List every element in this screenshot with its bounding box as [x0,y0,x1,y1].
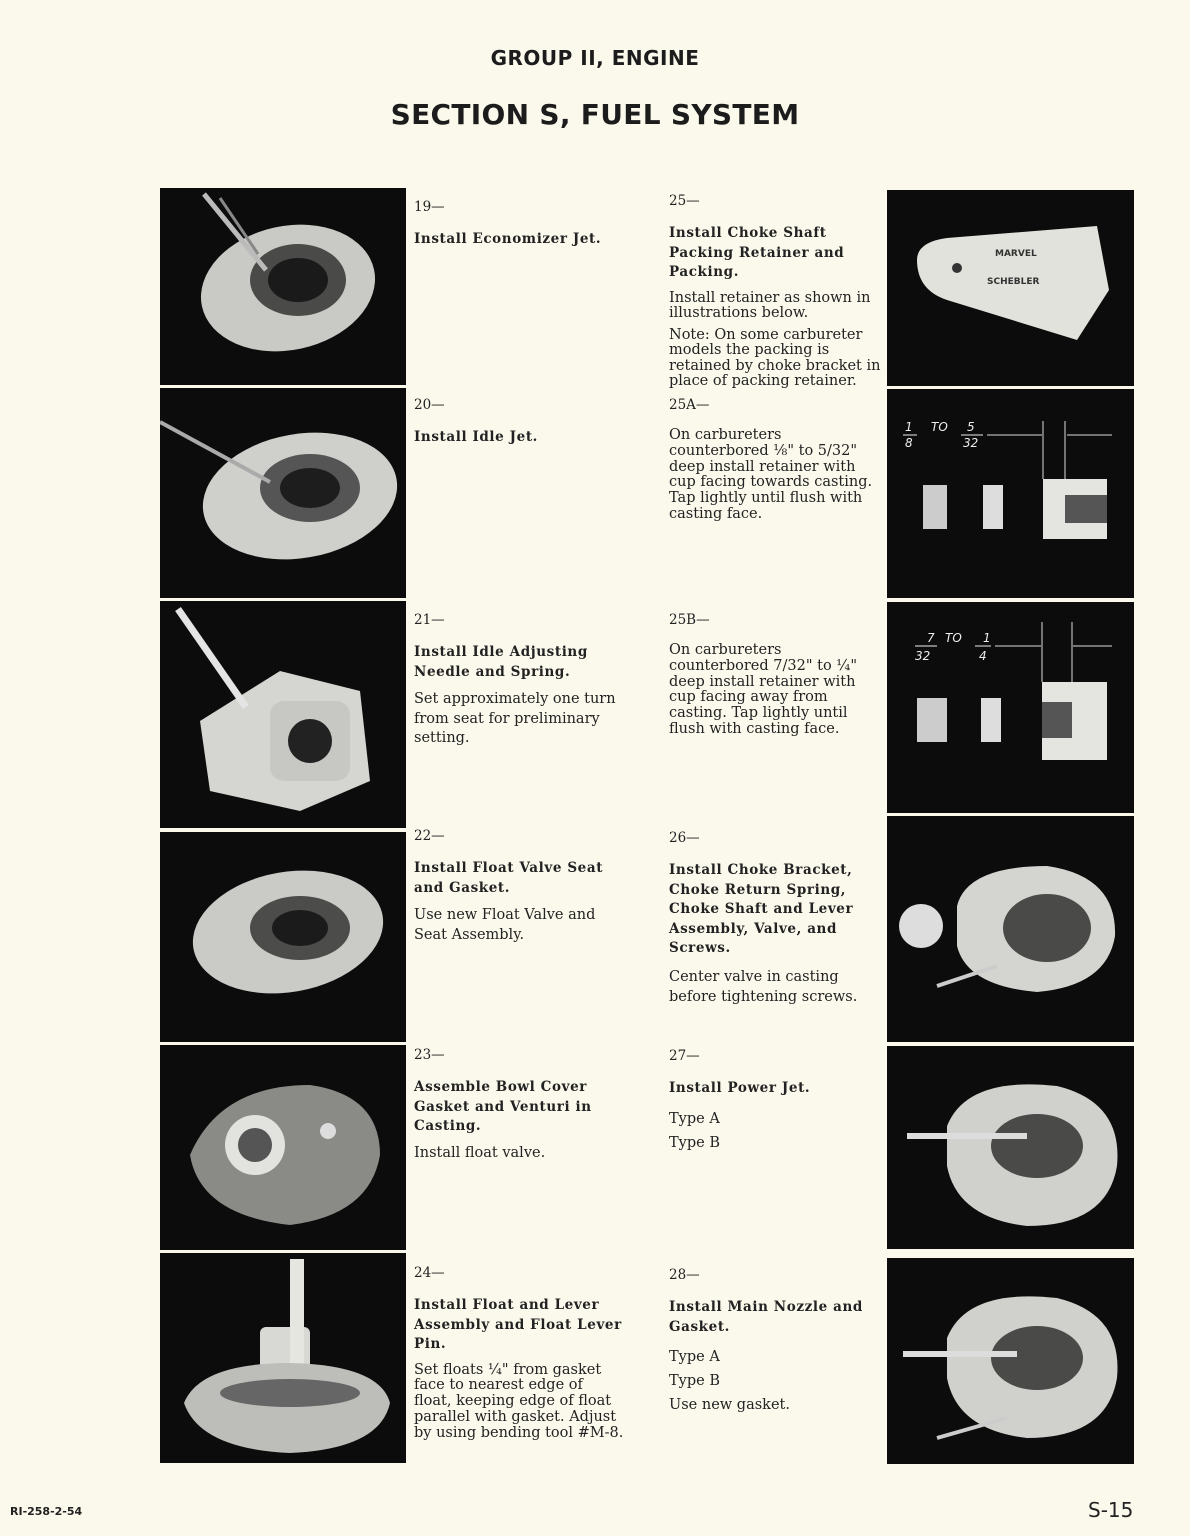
step-body: Center valve in casting before tightening screws. [669,968,858,1005]
photo-step-21 [160,601,406,828]
step-body: On carbureters counterbored 7/32" to ¼" deep install retainer with cup facing away from casting. Tap lightly until flush with casting face. [669,642,858,737]
step-title: Install Choke Bracket, Choke Return Spring, Choke Shaft and Lever Assembly, Valve, and Screws. [669,862,854,956]
photo-step-26 [887,816,1134,1042]
frac-a-den2: 32 [963,436,979,450]
stamp-marvel: MARVEL [995,249,1037,259]
step-note: Note: On some carbureter models the packing is retained by choke bracket in place of packing retainer. [669,326,881,389]
step-25 [669,193,881,396]
section-heading: SECTION S, FUEL SYSTEM [390,98,800,131]
step-title: Install Float Valve Seat and Gasket. [414,860,604,896]
photo-step-25b [887,602,1134,813]
step-22 [414,828,624,951]
frac-b-num2: 1 [983,631,991,645]
step-body: Install float valve. [414,1144,546,1161]
type-b: Type B [669,1134,720,1151]
photo-step-25 [887,190,1134,386]
step-title: Install Economizer Jet. [414,231,602,247]
step-20 [414,397,624,456]
photo-step-27 [887,1046,1134,1249]
step-number: 19— [414,199,445,215]
frac-a-to: TO [931,420,948,434]
photo-step-25a [887,389,1134,598]
step-body: Use new Float Valve and Seat Assembly. [414,907,596,943]
photo-step-23 [160,1045,406,1250]
frac-b-num1: 7 [927,631,935,645]
frac-a-num1: 1 [905,420,913,434]
step-number: 22— [414,828,445,844]
step-21 [414,612,624,755]
step-title: Install Float and Lever Assembly and Float Lever Pin. [414,1297,622,1352]
step-title: Install Power Jet. [669,1080,811,1096]
step-28 [669,1267,881,1417]
frac-b-den1: 32 [915,649,931,663]
frac-b-den2: 4 [979,649,987,663]
stamp-schebler: SCHEBLER [987,277,1040,287]
step-26 [669,830,881,1013]
step-number: 26— [669,830,700,846]
step-27 [669,1048,881,1155]
step-25a [669,397,881,529]
group-heading: GROUP II, ENGINE [490,46,700,70]
type-a: Type A [669,1349,720,1365]
frac-a-den1: 8 [905,436,913,450]
page-number: S-15 [1088,1498,1134,1522]
step-title: Assemble Bowl Cover Gasket and Venturi in Casting. [414,1079,592,1134]
step-number: 21— [414,612,445,628]
step-number: 24— [414,1265,445,1281]
step-title: Install Main Nozzle and Gasket. [669,1299,863,1335]
step-19 [414,199,624,258]
step-24 [414,1265,624,1447]
frac-a-num2: 5 [967,420,975,434]
step-title: Install Choke Shaft Packing Retainer and Packing. [669,225,845,280]
photo-step-19 [160,188,406,385]
step-number: 25— [669,193,700,209]
step-25b [669,612,881,744]
photo-step-22 [160,832,406,1042]
step-body: Use new gasket. [669,1397,790,1413]
photo-step-20 [160,388,406,598]
step-number: 25B— [669,612,710,628]
step-body: Install retainer as shown in illustrations below. [669,289,871,321]
frac-b-to: TO [945,631,962,645]
type-b: Type B [669,1373,720,1389]
step-title: Install Idle Adjusting Needle and Spring. [414,644,588,680]
step-body: Set approximately one turn from seat for preliminary setting. [414,691,616,746]
photo-step-28 [887,1258,1134,1464]
step-body: On carbureters counterbored ⅛" to 5/32" deep install retainer with cup facing towards casting. Tap lightly until flush with casting face. [669,427,873,522]
step-23 [414,1047,624,1168]
step-number: 27— [669,1048,700,1064]
document-code: RI-258-2-54 [10,1505,83,1518]
step-number: 28— [669,1267,700,1283]
step-title: Install Idle Jet. [414,429,538,445]
step-number: 20— [414,397,445,413]
type-a: Type A [669,1110,720,1127]
step-number: 23— [414,1047,445,1063]
photo-step-24 [160,1253,406,1463]
step-number: 25A— [669,397,710,413]
step-body: Set floats ¼" from gasket face to nearest edge of float, keeping edge of float parallel with gasket. Adjust by using bending tool #M-8. [414,1361,624,1441]
